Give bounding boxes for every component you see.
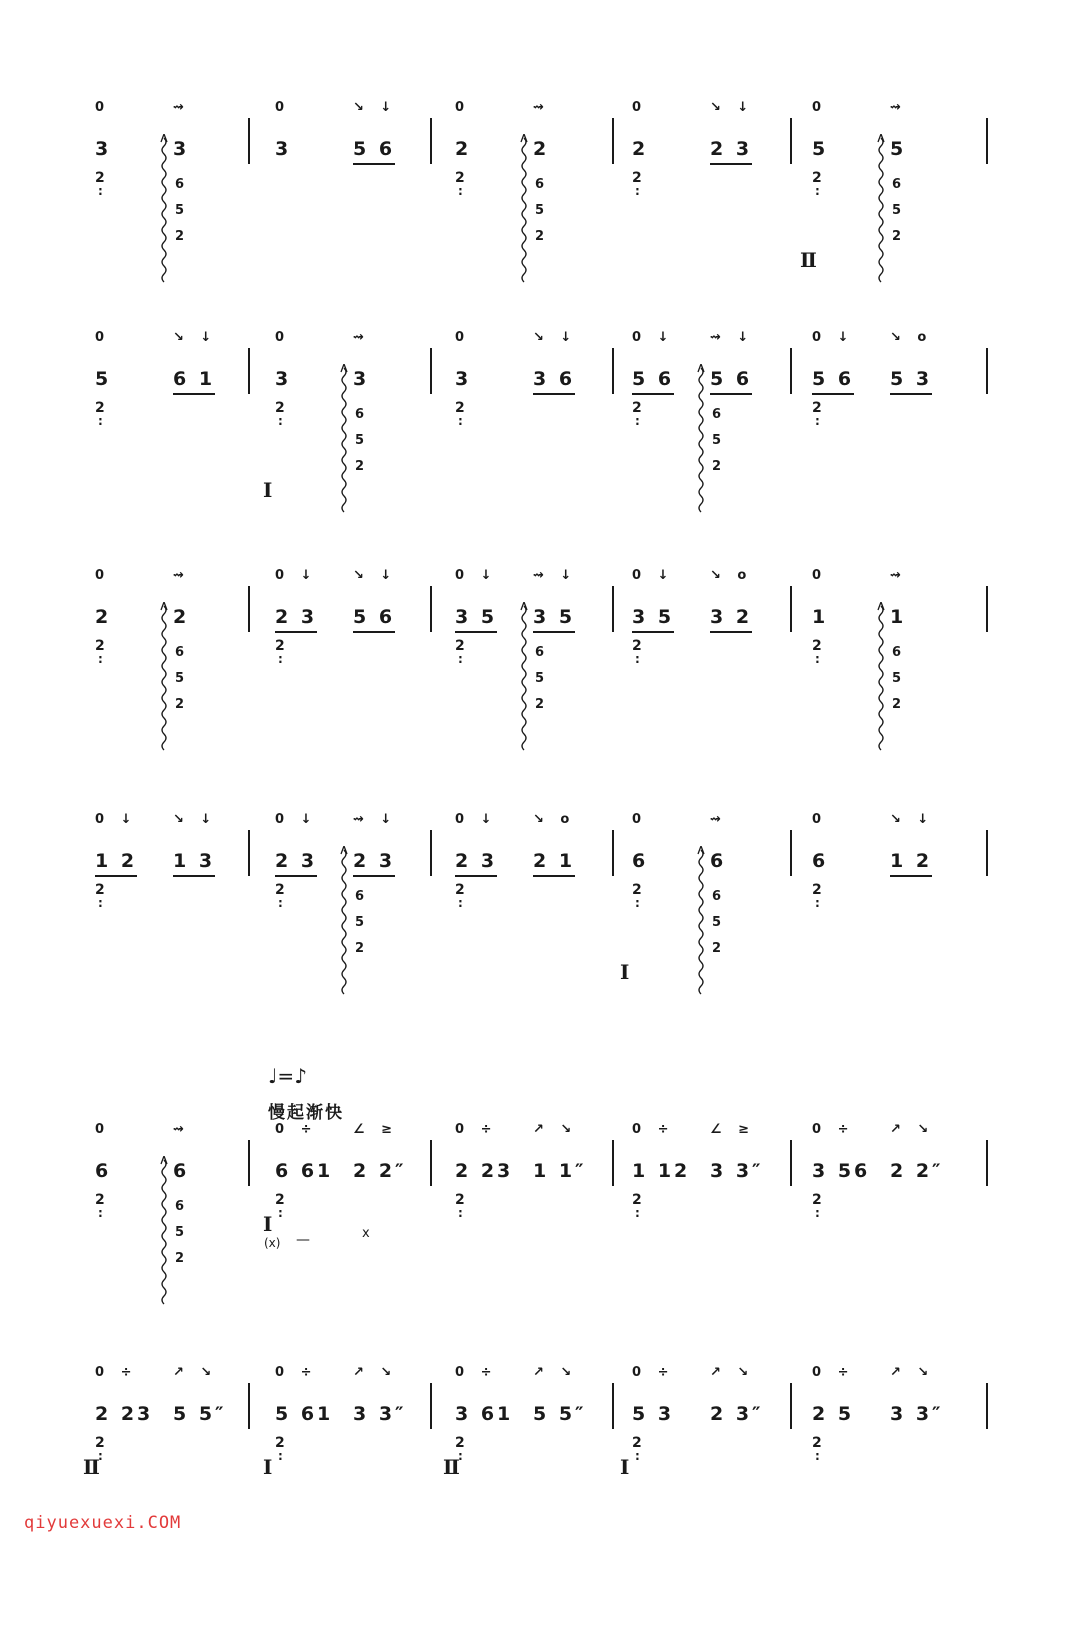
technique-mark: ⇝ ↓: [710, 330, 755, 345]
technique-mark: ∠ ≥: [353, 1122, 399, 1137]
technique-mark: ↗ ↘: [173, 1365, 218, 1380]
technique-mark: ⇝ ↓: [353, 812, 398, 827]
melody-note: 1 2: [890, 850, 932, 877]
melody-note: 5: [812, 138, 829, 160]
barline: [248, 118, 250, 164]
drone-note: 2 :: [95, 170, 105, 186]
technique-mark: ⇝: [173, 1122, 190, 1137]
barline: [790, 586, 792, 632]
melody-note: 5 6: [812, 368, 854, 395]
arpeggio-notes: [535, 172, 549, 250]
melody-note: 5 3: [632, 1403, 675, 1425]
drone-note: 2 :: [95, 400, 105, 416]
arpeggio-note: 2: [175, 697, 185, 712]
arpeggio-notes: [175, 640, 189, 718]
melody-note: 5 5″: [173, 1403, 227, 1425]
melody-note: 1 2: [95, 850, 137, 877]
melody-note: 6 1: [173, 368, 215, 395]
melody-note: 5 6: [710, 368, 752, 395]
drone-note: 2 :: [95, 1435, 105, 1451]
technique-mark: ↗ ↘: [710, 1365, 755, 1380]
melody-note: 2 3: [275, 850, 317, 877]
drone-note: 2 :: [812, 1192, 822, 1208]
melody-note: 6: [632, 850, 649, 872]
melody-note: 3: [95, 138, 112, 160]
technique-mark: 0 ↓: [455, 568, 498, 583]
drone-note: 2 :: [632, 882, 642, 898]
melody-note: 5 6: [353, 606, 395, 633]
barline: [986, 348, 988, 394]
melody-note: 5 5″: [533, 1403, 587, 1425]
drone-note: 2 :: [812, 1435, 822, 1451]
arpeggio-notes: [175, 172, 189, 250]
barline: [430, 586, 432, 632]
melody-note: 2 3: [455, 850, 497, 877]
annotation-x: x: [362, 1226, 370, 1241]
arpeggio-note: 2: [535, 697, 545, 712]
melody-note: 3 6: [533, 368, 575, 395]
arpeggio-note: 6: [355, 407, 365, 422]
melody-note: 3 5: [533, 606, 575, 633]
barline: [986, 118, 988, 164]
drone-note: 2 :: [95, 882, 105, 898]
arpeggio-notes: [892, 640, 906, 718]
technique-mark: ↘ ↓: [173, 812, 218, 827]
arpeggio-note: 5: [175, 671, 185, 686]
arpeggio-note: 5: [892, 203, 902, 218]
arpeggio-note: 6: [175, 177, 185, 192]
arpeggio-note: 5: [355, 915, 365, 930]
technique-mark: ⇝: [353, 330, 370, 345]
drone-note: 2 :: [632, 400, 642, 416]
arpeggio-notes: [355, 402, 369, 480]
arpeggio-wavy-line: [696, 846, 706, 996]
technique-mark: ↗ ↘: [533, 1365, 578, 1380]
technique-mark: 0 ↓: [275, 568, 318, 583]
arpeggio-note: 2: [355, 941, 365, 956]
technique-mark: ↗ ↘: [353, 1365, 398, 1380]
drone-note: 2 :: [275, 882, 285, 898]
arpeggio-wavy-line: [159, 1156, 169, 1306]
arpeggio-note: 2: [175, 1251, 185, 1266]
melody-note: 3 61: [455, 1403, 514, 1425]
technique-mark: 0: [275, 100, 291, 115]
melody-note: 3: [173, 138, 190, 160]
arpeggio-note: 2: [892, 697, 902, 712]
technique-mark: 0 ↓: [275, 812, 318, 827]
arpeggio-note: 5: [892, 671, 902, 686]
technique-mark: ⇝: [890, 568, 907, 583]
arpeggio-note: 6: [535, 645, 545, 660]
drone-note: 2 :: [812, 400, 822, 416]
barline: [430, 830, 432, 876]
technique-mark: 0: [455, 100, 471, 115]
melody-note: 3 3″: [353, 1403, 407, 1425]
drone-note: 2 :: [812, 638, 822, 654]
melody-note: 6: [173, 1160, 190, 1182]
drone-note: 2 :: [95, 638, 105, 654]
arpeggio-note: 2: [355, 459, 365, 474]
technique-mark: ↗ ↘: [890, 1365, 935, 1380]
melody-note: 3: [455, 368, 472, 390]
technique-mark: 0 ÷: [455, 1365, 498, 1380]
barline: [612, 586, 614, 632]
melody-note: 5 6: [353, 138, 395, 165]
barline: [612, 118, 614, 164]
technique-mark: ↘ ↓: [533, 330, 578, 345]
technique-mark: 0 ↓: [455, 812, 498, 827]
melody-note: 2: [173, 606, 190, 628]
arpeggio-wavy-line: [159, 602, 169, 752]
barline: [612, 348, 614, 394]
arpeggio-wavy-line: [696, 364, 706, 514]
barline: [986, 1383, 988, 1429]
position-mark: Ⅱ: [83, 1455, 100, 1479]
arpeggio-wavy-line: [876, 602, 886, 752]
arpeggio-notes: [175, 1194, 189, 1272]
arpeggio-note: 6: [892, 645, 902, 660]
melody-note: 1: [890, 606, 907, 628]
technique-mark: 0: [275, 330, 291, 345]
technique-mark: 0: [95, 330, 111, 345]
score-system: [0, 568, 1092, 846]
tempo-text: 慢起渐快: [268, 1103, 344, 1123]
drone-note: 2 :: [632, 170, 642, 186]
arpeggio-note: 5: [175, 1225, 185, 1240]
technique-mark: ↘ o: [533, 812, 576, 827]
barline: [430, 1383, 432, 1429]
barline: [430, 118, 432, 164]
arpeggio-note: 2: [712, 459, 722, 474]
technique-mark: 0 ÷: [455, 1122, 498, 1137]
arpeggio-notes: [892, 172, 906, 250]
barline: [248, 1140, 250, 1186]
barline: [248, 830, 250, 876]
barline: [986, 1140, 988, 1186]
arpeggio-note: 5: [175, 203, 185, 218]
arpeggio-note: 2: [712, 941, 722, 956]
technique-mark: 0 ↓: [632, 568, 675, 583]
arpeggio-note: 6: [712, 889, 722, 904]
technique-mark: 0 ÷: [812, 1365, 855, 1380]
arpeggio-note: 6: [175, 645, 185, 660]
drone-note: 2 :: [632, 638, 642, 654]
technique-mark: 0: [812, 568, 828, 583]
technique-mark: 0: [812, 812, 828, 827]
melody-note: 2 23: [95, 1403, 154, 1425]
arpeggio-note: 2: [175, 229, 185, 244]
watermark: qiyuexuexi.COM: [24, 1513, 182, 1533]
melody-note: 6: [812, 850, 829, 872]
drone-note: 2 :: [455, 1192, 465, 1208]
technique-mark: 0: [632, 100, 648, 115]
melody-note: 3: [275, 368, 292, 390]
melody-note: 2: [95, 606, 112, 628]
score-system: [0, 1365, 1092, 1643]
melody-note: 2 23: [455, 1160, 514, 1182]
position-mark: Ⅰ: [263, 478, 273, 502]
drone-note: 2 :: [455, 882, 465, 898]
position-mark: Ⅰ: [263, 1455, 273, 1479]
arpeggio-note: 2: [535, 229, 545, 244]
technique-mark: ⇝: [173, 100, 190, 115]
barline: [790, 1140, 792, 1186]
drone-note: 2 :: [812, 170, 822, 186]
melody-note: 3: [275, 138, 292, 160]
melody-note: 6: [710, 850, 727, 872]
technique-mark: 0: [95, 1122, 111, 1137]
melody-note: 2 3: [275, 606, 317, 633]
technique-mark: 0 ÷: [275, 1122, 318, 1137]
technique-mark: ⇝ ↓: [533, 568, 578, 583]
drone-note: 2 :: [455, 170, 465, 186]
tempo-equation: ♩=♪: [268, 1064, 307, 1088]
melody-note: 5: [890, 138, 907, 160]
technique-mark: 0 ÷: [812, 1122, 855, 1137]
barline: [612, 1383, 614, 1429]
barline: [248, 586, 250, 632]
arpeggio-note: 6: [892, 177, 902, 192]
arpeggio-note: 6: [355, 889, 365, 904]
technique-mark: ⇝: [533, 100, 550, 115]
technique-mark: ⇝: [710, 812, 727, 827]
barline: [248, 348, 250, 394]
technique-mark: 0: [95, 100, 111, 115]
annotation-dash: —: [296, 1232, 310, 1248]
melody-note: 1: [812, 606, 829, 628]
technique-mark: ⇝: [890, 100, 907, 115]
melody-note: 3 3″: [710, 1160, 764, 1182]
barline: [986, 586, 988, 632]
technique-mark: 0 ↓: [95, 812, 138, 827]
score-system: [0, 1122, 1092, 1400]
arpeggio-notes: [535, 640, 549, 718]
drone-note: 2 :: [95, 1192, 105, 1208]
technique-mark: ↘ ↓: [890, 812, 935, 827]
drone-note: 2 :: [275, 638, 285, 654]
drone-note: 2 :: [632, 1192, 642, 1208]
melody-note: 5 61: [275, 1403, 334, 1425]
melody-note: 2 3: [353, 850, 395, 877]
drone-note: 2 :: [812, 882, 822, 898]
technique-mark: ↘ ↓: [353, 100, 398, 115]
position-mark: Ⅱ: [800, 248, 817, 272]
technique-mark: ↘ ↓: [173, 330, 218, 345]
barline: [790, 348, 792, 394]
arpeggio-note: 5: [712, 433, 722, 448]
arpeggio-wavy-line: [519, 134, 529, 284]
melody-note: 2 3: [710, 138, 752, 165]
technique-mark: 0 ÷: [632, 1365, 675, 1380]
drone-note: 2 :: [275, 1192, 285, 1208]
technique-mark: ↗ ↘: [533, 1122, 578, 1137]
melody-note: 2: [632, 138, 649, 160]
melody-note: 6: [95, 1160, 112, 1182]
melody-note: 3 3″: [890, 1403, 944, 1425]
barline: [430, 1140, 432, 1186]
melody-note: 3 2: [710, 606, 752, 633]
technique-mark: 0 ↓: [812, 330, 855, 345]
arpeggio-notes: [712, 402, 726, 480]
melody-note: 1 1″: [533, 1160, 587, 1182]
barline: [612, 1140, 614, 1186]
melody-note: 3 56: [812, 1160, 871, 1182]
barline: [790, 1383, 792, 1429]
melody-note: 2 5: [812, 1403, 855, 1425]
position-mark: Ⅰ: [263, 1212, 273, 1236]
arpeggio-notes: [355, 884, 369, 962]
annotation-x-paren: (x): [264, 1236, 281, 1250]
drone-note: 2 :: [275, 400, 285, 416]
melody-note: 2 2″: [353, 1160, 407, 1182]
technique-mark: 0 ↓: [632, 330, 675, 345]
technique-mark: ↘ ↓: [353, 568, 398, 583]
melody-note: 5: [95, 368, 112, 390]
position-mark: Ⅰ: [620, 960, 630, 984]
barline: [790, 830, 792, 876]
arpeggio-note: 6: [175, 1199, 185, 1214]
technique-mark: 0: [812, 100, 828, 115]
technique-mark: 0 ÷: [632, 1122, 675, 1137]
barline: [248, 1383, 250, 1429]
barline: [430, 348, 432, 394]
position-mark: Ⅱ: [443, 1455, 460, 1479]
technique-mark: ⇝: [173, 568, 190, 583]
melody-note: 1 12: [632, 1160, 691, 1182]
drone-note: 2 :: [455, 400, 465, 416]
melody-note: 2: [455, 138, 472, 160]
melody-note: 2 3″: [710, 1403, 764, 1425]
melody-note: 5 6: [632, 368, 674, 395]
technique-mark: ↘ o: [890, 330, 933, 345]
melody-note: 3 5: [455, 606, 497, 633]
technique-mark: 0: [455, 330, 471, 345]
melody-note: 5 3: [890, 368, 932, 395]
arpeggio-wavy-line: [339, 364, 349, 514]
arpeggio-note: 5: [535, 203, 545, 218]
melody-note: 1 3: [173, 850, 215, 877]
arpeggio-wavy-line: [339, 846, 349, 996]
technique-mark: ↘ ↓: [710, 100, 755, 115]
arpeggio-note: 6: [712, 407, 722, 422]
technique-mark: 0: [632, 812, 648, 827]
technique-mark: 0: [95, 568, 111, 583]
drone-note: 2 :: [275, 1435, 285, 1451]
technique-mark: ↗ ↘: [890, 1122, 935, 1137]
arpeggio-notes: [712, 884, 726, 962]
melody-note: 3: [353, 368, 370, 390]
drone-note: 2 :: [632, 1435, 642, 1451]
drone-note: 2 :: [455, 638, 465, 654]
barline: [790, 118, 792, 164]
arpeggio-wavy-line: [159, 134, 169, 284]
melody-note: 2: [533, 138, 550, 160]
melody-note: 2 1: [533, 850, 575, 877]
arpeggio-note: 2: [892, 229, 902, 244]
technique-mark: ∠ ≥: [710, 1122, 756, 1137]
arpeggio-note: 5: [712, 915, 722, 930]
technique-mark: 0 ÷: [95, 1365, 138, 1380]
melody-note: 3 5: [632, 606, 674, 633]
score-system: [0, 812, 1092, 1090]
drone-note: 2 :: [455, 1435, 465, 1451]
barline: [612, 830, 614, 876]
melody-note: 6 61: [275, 1160, 334, 1182]
arpeggio-note: 5: [355, 433, 365, 448]
barline: [986, 830, 988, 876]
position-mark: Ⅰ: [620, 1455, 630, 1479]
melody-note: 2 2″: [890, 1160, 944, 1182]
arpeggio-note: 5: [535, 671, 545, 686]
arpeggio-note: 6: [535, 177, 545, 192]
technique-mark: 0 ÷: [275, 1365, 318, 1380]
technique-mark: ↘ o: [710, 568, 753, 583]
arpeggio-wavy-line: [876, 134, 886, 284]
arpeggio-wavy-line: [519, 602, 529, 752]
